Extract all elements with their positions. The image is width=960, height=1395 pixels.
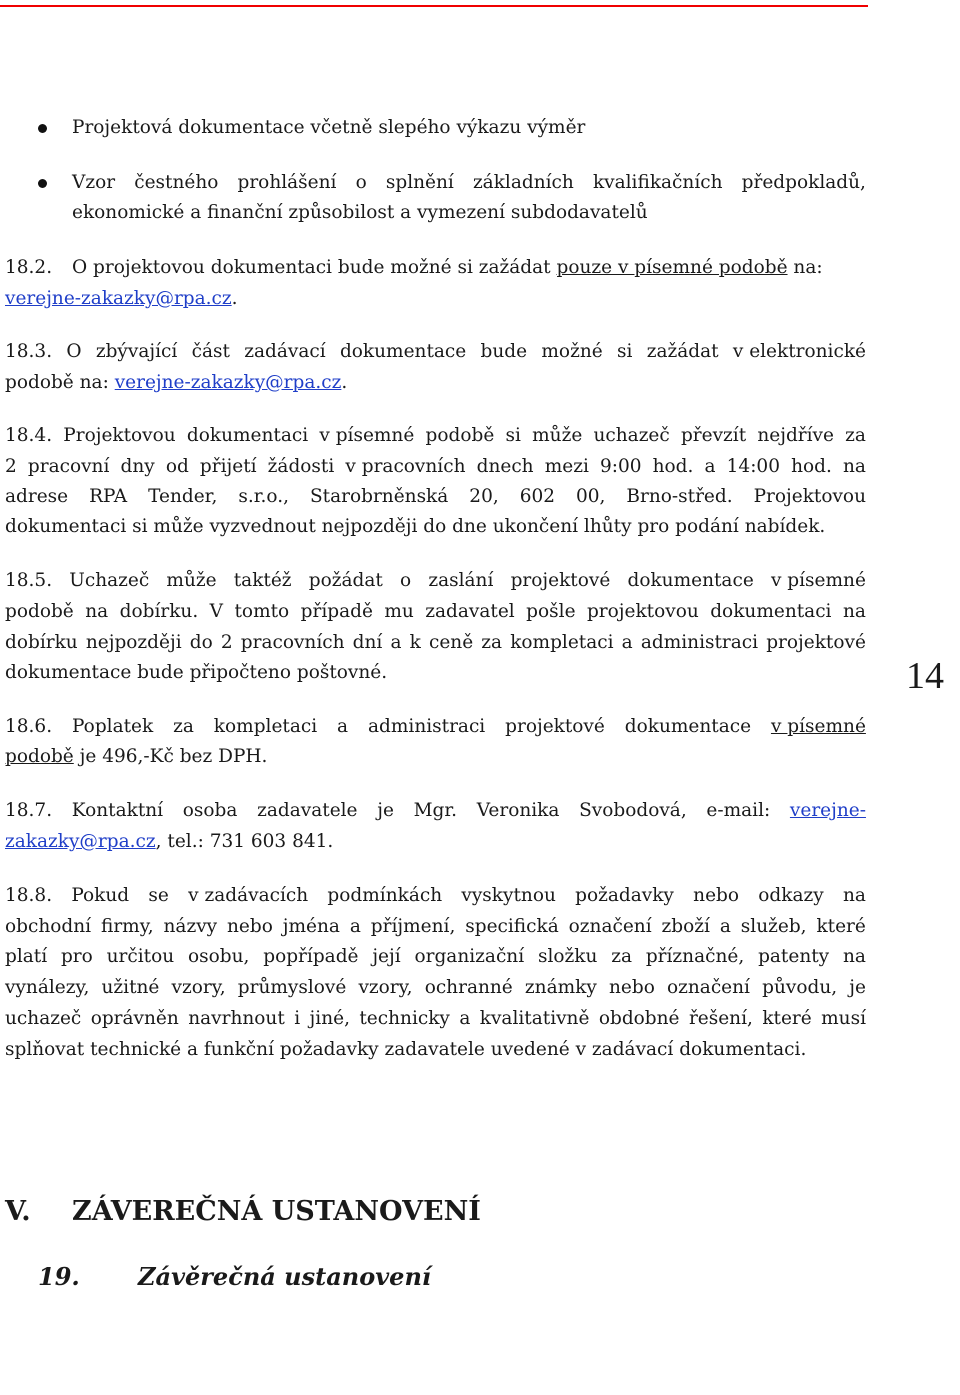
email-link[interactable]: verejne-zakazky@rpa.cz: [114, 372, 342, 393]
paragraph-18-6: 18.6. Poplatek za kompletaci a administraci projektové dokumentace v písemné: [5, 712, 866, 742]
clause-number: 18.8.: [5, 885, 53, 906]
bullet-item-line: ekonomické a finanční způsobilost a vymezení subdodavatelů: [72, 202, 648, 223]
paragraph-18-7: 18.7. Kontaktní osoba zadavatele je Mgr. Veronika Svobodová, e-mail: verejne-: [5, 796, 866, 826]
paragraph-18-3-line2: podobě na: verejne-zakazky@rpa.cz.: [5, 372, 348, 393]
header-rule: [0, 5, 868, 7]
section-number: 19.: [38, 1262, 80, 1291]
paragraph-18-5-line3: dobírku nejpozději do 2 pracovních dní a k ceně za kompletaci a administraci projektové: [5, 632, 866, 653]
chapter-heading: [5, 1196, 481, 1227]
paragraph-18-8-line3: platí pro určitou osobu, popřípadě její organizační složku za příznačné, patenty na: [5, 946, 866, 967]
paragraph-18-8-line4: vynálezy, užitné vzory, průmyslové vzory, ochranné známky nebo označení původu, je: [5, 977, 866, 998]
paragraph-18-7-line2: zakazky@rpa.cz, tel.: 731 603 841.: [5, 831, 334, 852]
paragraph-18-5-line2: podobě na dobírku. V tomto případě mu zadavatel pošle projektovou dokumentaci na: [5, 601, 866, 622]
paragraph-18-4-line3: adrese RPA Tender, s.r.o., Starobrněnská 20, 602 00, Brno-střed. Projektovou: [5, 486, 866, 507]
paragraph-18-8: 18.8. Pokud se v zadávacích podmínkách vyskytnou požadavky nebo odkazy na: [5, 881, 866, 911]
paragraph-18-8-line6: splňovat technické a funkční požadavky zadavatele uvedené v zadávací dokumentaci.: [5, 1039, 807, 1060]
email-link[interactable]: verejne-zakazky@rpa.cz: [5, 288, 232, 309]
section-heading: [38, 1262, 431, 1291]
paragraph-18-2: 18.2. O projektovou dokumentaci bude možné si zažádat pouze v písemné podobě na:: [5, 253, 866, 283]
paragraph-18-4-line2: 2 pracovní dny od přijetí žádosti v pracovních dnech mezi 9:00 hod. a 14:00 hod. na: [5, 456, 866, 477]
clause-number: 18.5.: [5, 570, 53, 591]
clause-number: 18.4.: [5, 425, 53, 446]
chapter-title: ZÁVEREČNÁ USTANOVENÍ: [72, 1196, 481, 1227]
page-number: 14: [906, 655, 944, 697]
bullet-item: Projektová dokumentace včetně slepého výkazu výměr: [72, 117, 586, 138]
email-link[interactable]: verejne-: [789, 800, 866, 821]
paragraph-18-4-line4: dokumentaci si může vyzvednout nejpozději do dne ukončení lhůty pro podání nabídek.: [5, 516, 826, 537]
paragraph-18-5-line4: dokumentace bude připočteno poštovné.: [5, 662, 388, 683]
paragraph-18-3: 18.3. O zbývající část zadávací dokumentace bude možné si zažádat v elektronické: [5, 337, 866, 367]
clause-number: 18.7.: [5, 800, 53, 821]
email-link[interactable]: zakazky@rpa.cz: [5, 831, 156, 852]
bullet-icon: [38, 124, 47, 133]
clause-number: 18.6.: [5, 716, 53, 737]
chapter-number: V.: [5, 1196, 31, 1227]
clause-number: 18.3.: [5, 341, 53, 362]
paragraph-18-8-line2: obchodní firmy, názvy nebo jména a příjmení, specifická označení zboží a služeb, které: [5, 916, 866, 937]
paragraph-18-6-line2: podobě je 496,-Kč bez DPH.: [5, 746, 268, 767]
section-title: Závěrečná ustanovení: [138, 1262, 432, 1291]
bullet-icon: [38, 179, 47, 188]
paragraph-18-5: 18.5. Uchazeč může taktéž požádat o zaslání projektové dokumentace v písemné: [5, 566, 866, 596]
paragraph-18-2-line2: verejne-zakazky@rpa.cz.: [5, 288, 238, 309]
paragraph-18-8-line5: uchazeč oprávněn navrhnout i jiné, technicky a kvalitativně obdobné řešení, které musí: [5, 1008, 866, 1029]
clause-number: 18.2.: [5, 257, 53, 278]
bullet-item-line: Vzor čestného prohlášení o splnění základních kvalifikačních předpokladů,: [72, 172, 866, 193]
paragraph-18-4: 18.4. Projektovou dokumentaci v písemné podobě si může uchazeč převzít nejdříve za: [5, 421, 866, 451]
